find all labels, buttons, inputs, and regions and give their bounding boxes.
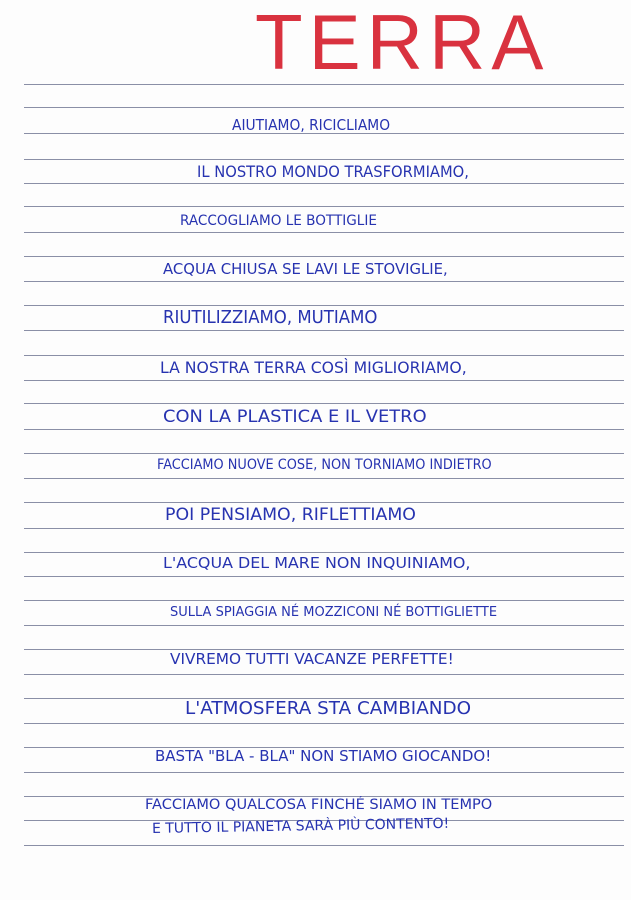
- ruled-line: [24, 232, 624, 233]
- poem-line: RACCOGLIAMO LE BOTTIGLIE: [180, 213, 377, 229]
- poem-line: SULLA SPIAGGIA NÉ MOZZICONI NÉ BOTTIGLIETTE: [170, 605, 498, 620]
- poem-title: TERRA: [255, 0, 550, 86]
- poem-line: VIVREMO TUTTI VACANZE PERFETTE!: [170, 650, 454, 668]
- ruled-line: [24, 600, 624, 601]
- poem-line: IL NOSTRO MONDO TRASFORMIAMO,: [197, 162, 469, 181]
- ruled-line: [24, 380, 624, 381]
- poem-line: LA NOSTRA TERRA COSÌ MIGLIORIAMO,: [160, 358, 467, 377]
- ruled-line: [24, 355, 624, 356]
- poem-line: BASTA "BLA - BLA" NON STIAMO GIOCANDO!: [155, 747, 492, 765]
- poem-line: ACQUA CHIUSA SE LAVI LE STOVIGLIE,: [163, 260, 448, 278]
- ruled-line: [24, 429, 624, 430]
- ruled-line: [24, 845, 624, 846]
- ruled-line: [24, 305, 624, 306]
- ruled-line: [24, 478, 624, 479]
- ruled-line: [24, 674, 624, 675]
- ruled-line: [24, 107, 624, 108]
- poem-line: FACCIAMO NUOVE COSE, NON TORNIAMO INDIETRO: [157, 457, 492, 473]
- ruled-line: [24, 183, 624, 184]
- ruled-line: [24, 256, 624, 257]
- ruled-line: [24, 159, 624, 160]
- poem-line: RIUTILIZZIAMO, MUTIAMO: [163, 307, 378, 328]
- ruled-line: [24, 453, 624, 454]
- poem-line: FACCIAMO QUALCOSA FINCHÉ SIAMO IN TEMPO: [145, 797, 493, 813]
- ruled-line: [24, 723, 624, 724]
- ruled-line: [24, 528, 624, 529]
- ruled-line: [24, 552, 624, 553]
- poem-line: L'ACQUA DEL MARE NON INQUINIAMO,: [163, 554, 471, 572]
- poem-line: E TUTTO IL PIANETA SARÀ PIÙ CONTENTO!: [151, 815, 450, 837]
- ruled-line: [24, 281, 624, 282]
- poem-line: AIUTIAMO, RICICLIAMO: [232, 116, 391, 134]
- ruled-line: [24, 576, 624, 577]
- ruled-line: [24, 502, 624, 503]
- poem-line: CON LA PLASTICA E IL VETRO: [163, 407, 427, 427]
- poem-line: L'ATMOSFERA STA CAMBIANDO: [185, 698, 472, 719]
- ruled-line: [24, 772, 624, 773]
- ruled-line: [24, 403, 624, 404]
- ruled-line: [24, 330, 624, 331]
- poem-line: POI PENSIAMO, RIFLETTIAMO: [165, 505, 416, 525]
- ruled-line: [24, 206, 624, 207]
- ruled-line: [24, 625, 624, 626]
